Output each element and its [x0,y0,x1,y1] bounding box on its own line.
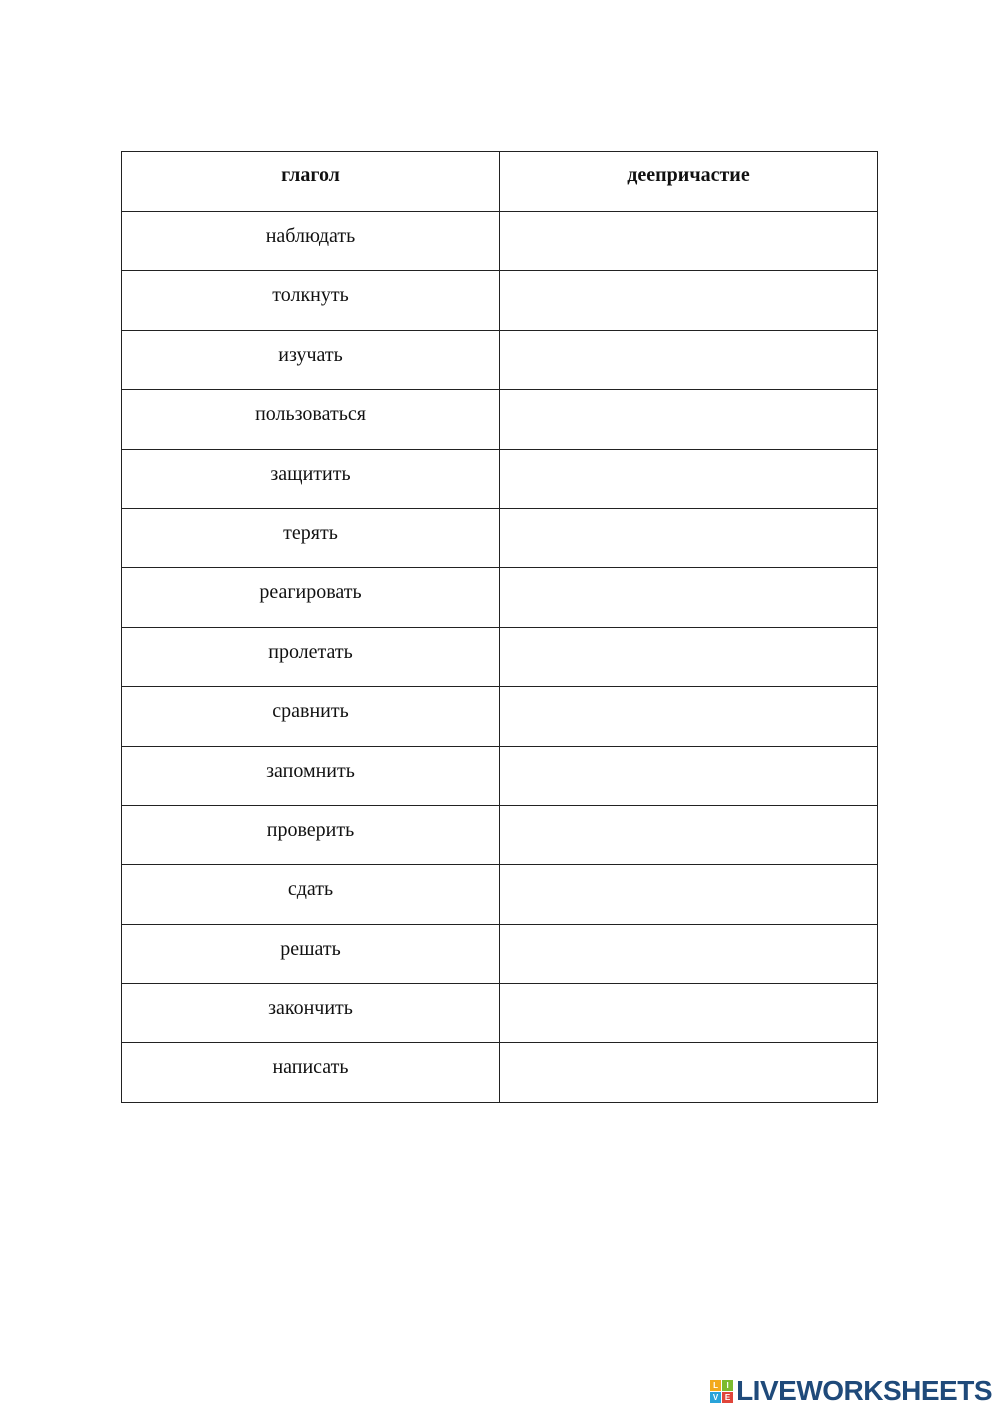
gerund-answer-cell[interactable] [500,984,878,1043]
table-row [122,746,878,805]
table-row [122,924,878,983]
verb-cell: пролетать [122,627,500,686]
gerund-answer-cell[interactable] [500,865,878,924]
logo-mark-icon [710,1380,733,1403]
gerund-answer-cell[interactable] [500,687,878,746]
gerund-answer-cell[interactable] [500,568,878,627]
verb-cell: сдать [122,865,500,924]
gerund-answer-cell[interactable] [500,390,878,449]
logo-mark-square: V [710,1392,721,1403]
logo-mark-square: E [722,1392,733,1403]
verb-gerund-table [121,151,878,1103]
verb-cell: закончить [122,984,500,1043]
table-row [122,805,878,864]
verb-cell: написать [122,1043,500,1102]
verb-cell: защитить [122,449,500,508]
logo-mark-square: L [710,1380,721,1391]
gerund-answer-cell[interactable] [500,271,878,330]
table-row [122,627,878,686]
logo-text: LIVEWORKSHEETS [736,1375,992,1406]
gerund-answer-cell[interactable] [500,508,878,567]
gerund-answer-cell[interactable] [500,449,878,508]
verb-cell: запомнить [122,746,500,805]
gerund-answer-cell[interactable] [500,924,878,983]
logo-mark-square: I [722,1380,733,1391]
table-row [122,865,878,924]
table-body [122,212,878,1103]
table-row [122,568,878,627]
gerund-answer-cell[interactable] [500,212,878,271]
verb-cell: толкнуть [122,271,500,330]
gerund-answer-cell[interactable] [500,746,878,805]
verb-cell: сравнить [122,687,500,746]
header-verb: глагол [122,152,500,212]
verb-cell: пользоваться [122,390,500,449]
table-row [122,449,878,508]
table-row [122,390,878,449]
gerund-answer-cell[interactable] [500,805,878,864]
liveworksheets-logo [710,1375,992,1407]
verb-cell: наблюдать [122,212,500,271]
header-gerund: деепричастие [500,152,878,212]
gerund-answer-cell[interactable] [500,627,878,686]
table-row [122,330,878,389]
gerund-answer-cell[interactable] [500,330,878,389]
table-header-row [122,152,878,212]
table-row [122,212,878,271]
table-row [122,984,878,1043]
table-row [122,1043,878,1102]
verb-cell: терять [122,508,500,567]
table-row [122,687,878,746]
verb-cell: реагировать [122,568,500,627]
verb-cell: решать [122,924,500,983]
table-row [122,271,878,330]
verb-cell: проверить [122,805,500,864]
table-row [122,508,878,567]
verb-cell: изучать [122,330,500,389]
gerund-answer-cell[interactable] [500,1043,878,1102]
